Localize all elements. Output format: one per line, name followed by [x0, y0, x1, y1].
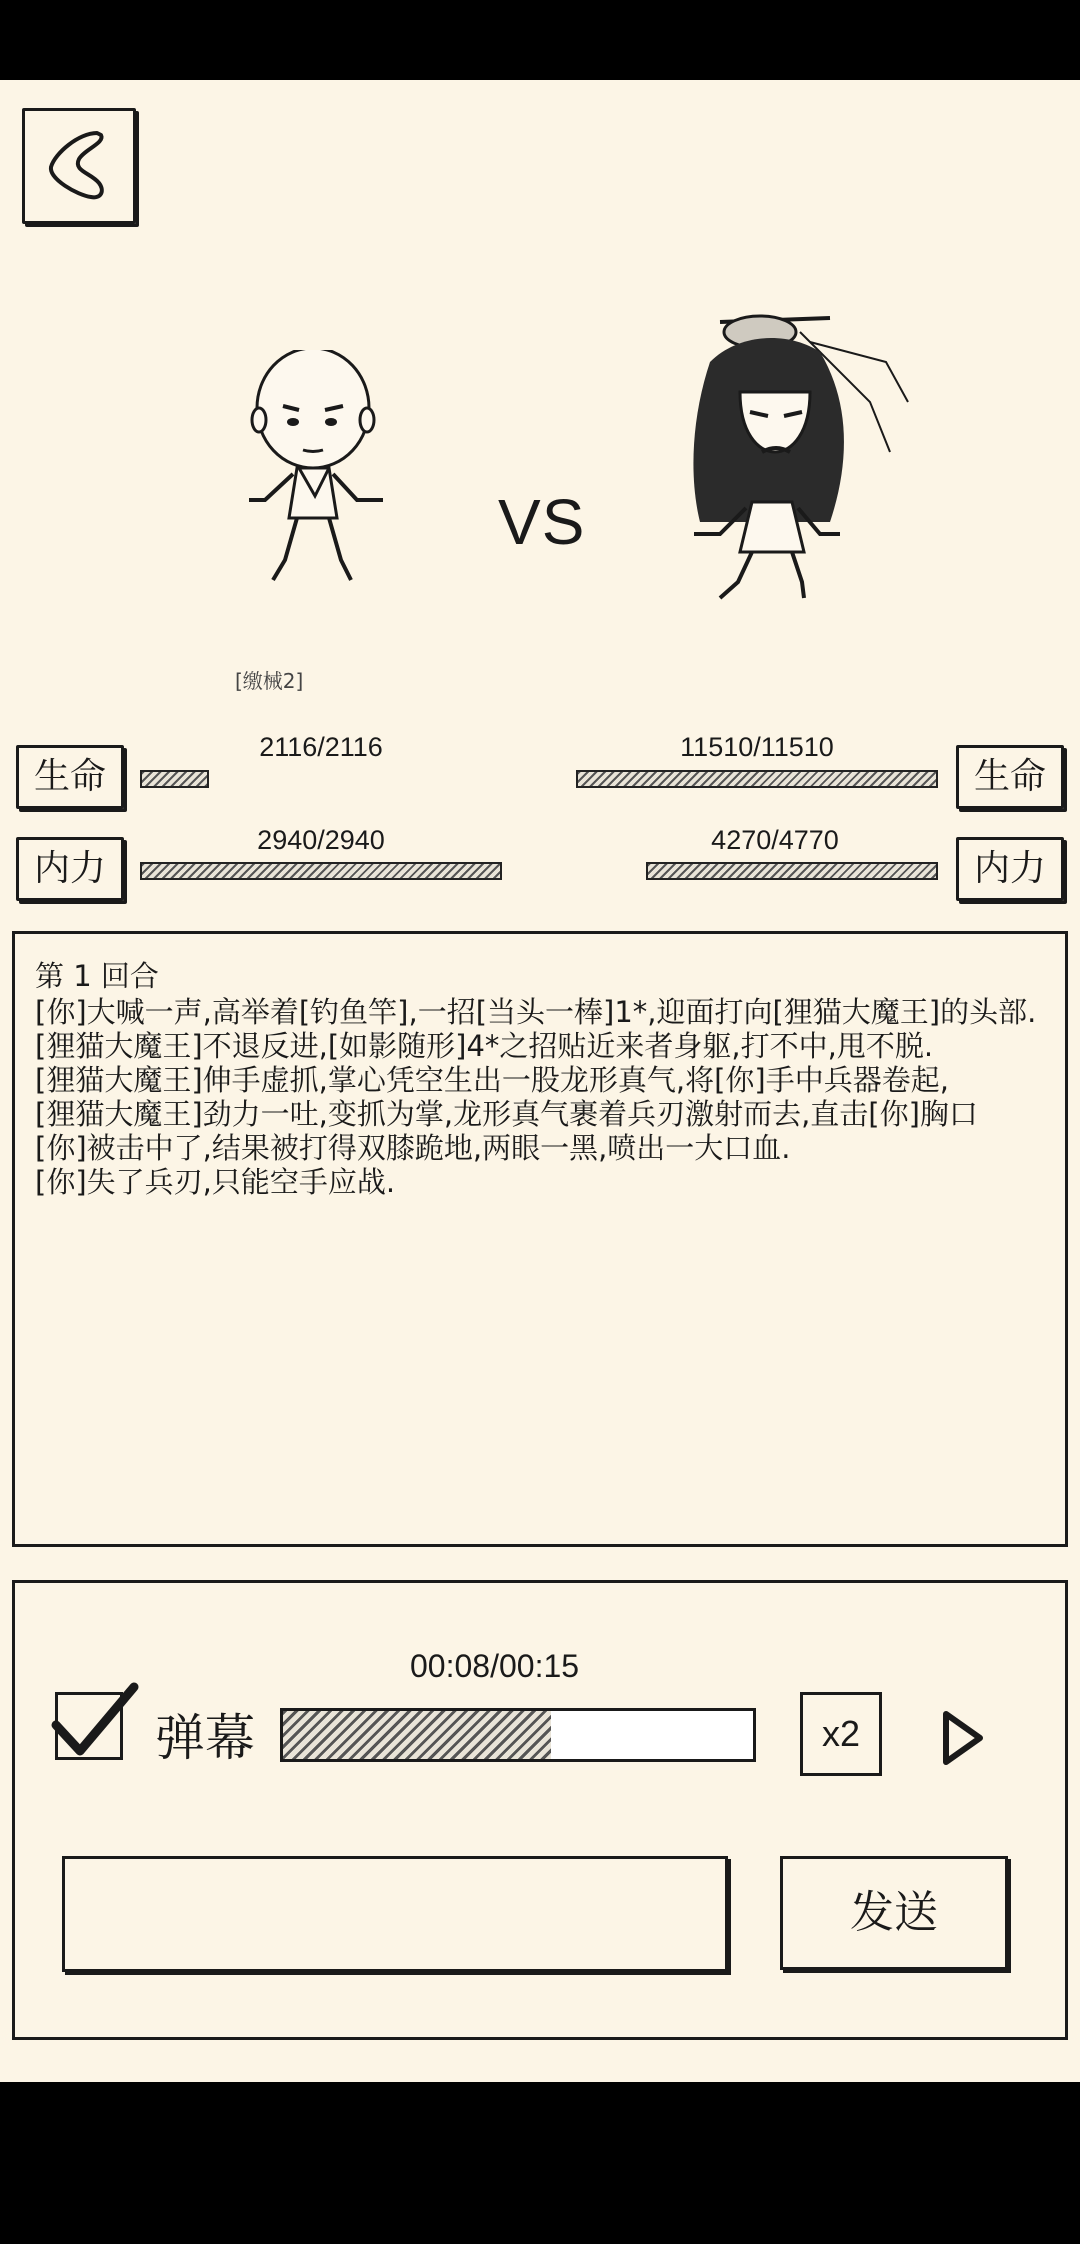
player-hp-bar-fill — [140, 770, 209, 788]
send-button[interactable]: 发送 — [780, 1856, 1008, 1970]
round-title: 第 1 回合 — [35, 959, 159, 993]
playback-progress-fill — [283, 1711, 551, 1759]
play-icon[interactable] — [940, 1710, 986, 1766]
player-hp-bar — [140, 770, 502, 788]
speed-button[interactable]: x2 — [800, 1692, 882, 1776]
enemy-mp-bar-fill — [646, 862, 938, 880]
battle-screen — [0, 80, 1080, 2082]
player-hp-value: 2116/2116 — [259, 732, 383, 762]
player-status-tag: [缴械2] — [235, 669, 304, 693]
player-mp-bar — [140, 862, 502, 880]
enemy-hp-bar — [576, 770, 938, 788]
enemy-mp-value: 4270/4770 — [711, 825, 839, 855]
back-arrow-icon — [39, 125, 125, 211]
enemy-hp-bar-fill — [576, 770, 938, 788]
vs-label: VS — [498, 486, 586, 558]
danmu-label: 弹幕 — [155, 1709, 255, 1767]
checkmark-icon — [50, 1681, 140, 1761]
log-line: [你]大喊一声,高举着[钓鱼竿],一招[当头一棒]1*,迎面打向[狸猫大魔王]的头部. — [35, 995, 1037, 1029]
playback-time: 00:08/00:15 — [410, 1648, 580, 1684]
danmu-message-input[interactable] — [62, 1856, 728, 1972]
back-button[interactable] — [22, 108, 136, 224]
playback-progress-bar[interactable] — [280, 1708, 756, 1762]
player-mp-label: 内力 — [16, 837, 124, 901]
enemy-character — [680, 302, 920, 602]
player-mp-bar-fill — [140, 862, 502, 880]
player-mp-value: 2940/2940 — [257, 825, 385, 855]
log-line: [狸猫大魔王]劲力一吐,变抓为掌,龙形真气裹着兵刃激射而去,直击[你]胸口 — [35, 1097, 978, 1131]
danmu-checkbox[interactable] — [55, 1692, 123, 1760]
player-character — [245, 350, 395, 590]
log-line: [你]失了兵刃,只能空手应战. — [35, 1165, 396, 1199]
player-hp-label: 生命 — [16, 745, 124, 809]
battle-log[interactable] — [12, 931, 1068, 1547]
log-line: [你]被击中了,结果被打得双膝跪地,两眼一黑,喷出一大口血. — [35, 1131, 791, 1165]
enemy-mp-label: 内力 — [956, 837, 1064, 901]
enemy-hp-label: 生命 — [956, 745, 1064, 809]
log-line: [狸猫大魔王]伸手虚抓,掌心凭空生出一股龙形真气,将[你]手中兵器卷起, — [35, 1063, 949, 1097]
enemy-mp-bar — [612, 862, 938, 880]
system-nav-bar — [0, 2082, 1080, 2244]
enemy-hp-value: 11510/11510 — [680, 732, 834, 762]
log-line: [狸猫大魔王]不退反进,[如影随形]4*之招贴近来者身躯,打不中,甩不脱. — [35, 1029, 934, 1063]
